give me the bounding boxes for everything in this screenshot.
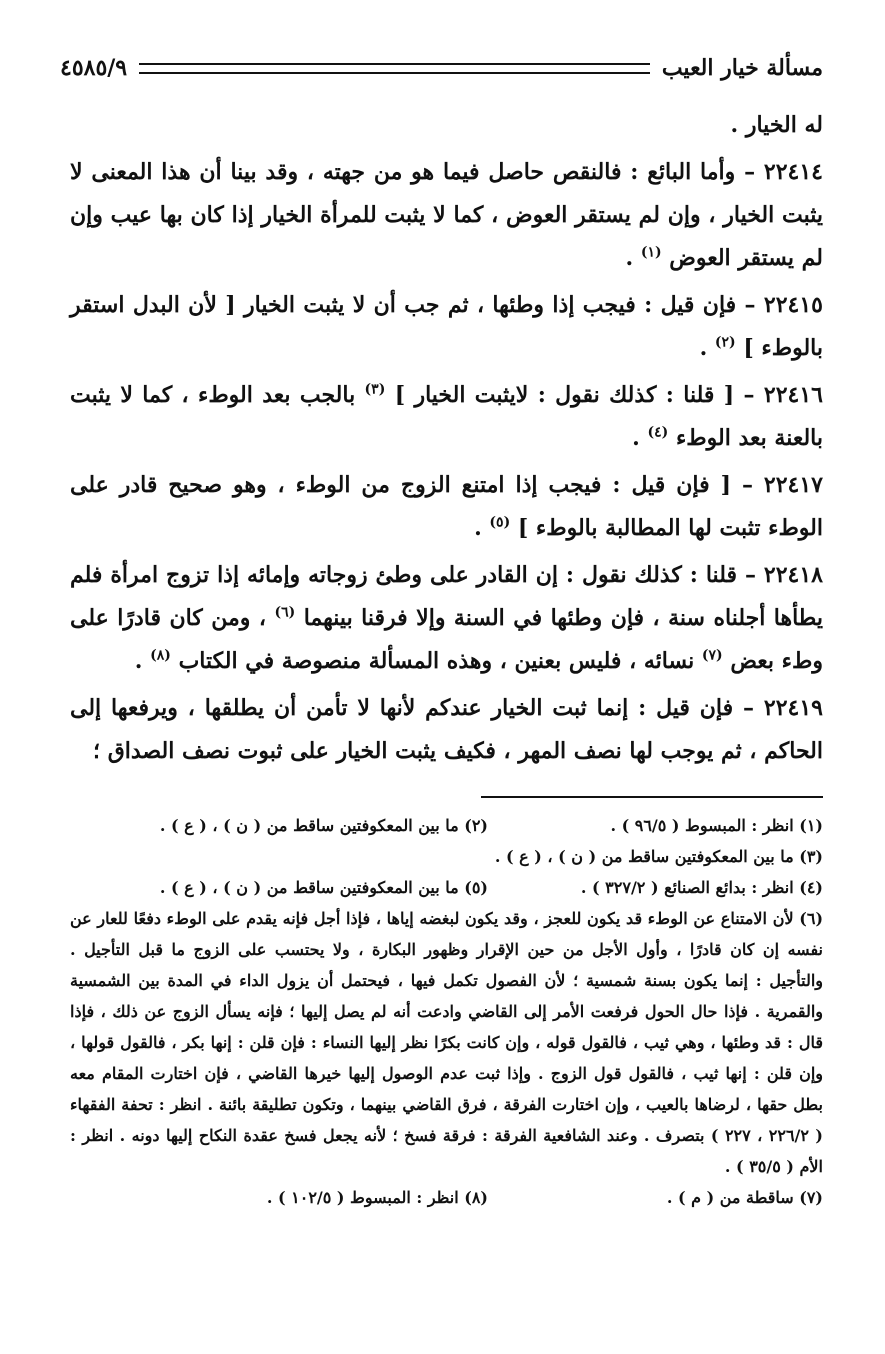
- paragraph-text: .: [632, 425, 648, 451]
- footnote-ref: (٨): [150, 647, 171, 664]
- paragraph-number: ٢٢٤١٥: [763, 292, 823, 318]
- paragraph-text: له الخيار .: [730, 112, 823, 138]
- footnote-row: [70, 872, 823, 903]
- paragraph: [70, 554, 823, 683]
- footnote: (٧) ساقطة من ( م ) .: [666, 1188, 823, 1207]
- page-number: ٤٥٨٥/٩: [60, 55, 128, 81]
- footnote-separator: [481, 796, 823, 798]
- paragraph: [70, 374, 823, 460]
- paragraph-text: – [ قلنا : كذلك نقول : لايثبت الخيار ]: [394, 382, 764, 408]
- footnote-ref: (٣): [364, 381, 386, 398]
- footnote-ref: (٤): [647, 424, 669, 441]
- running-header: [60, 48, 823, 88]
- header-rule: [139, 63, 650, 74]
- footnote: (٥) ما بين المعكوفتين ساقط من ( ن ) ، ( ع ) .: [159, 878, 488, 897]
- paragraph-text: – [ فإن قيل : فيجب إذا امتنع الزوج من الوطء ، وهو صحيح قادر على الوطء تثبت لها المطالبة بالوطء ]: [70, 472, 823, 541]
- paragraph-number: ٢٢٤١٤: [763, 159, 823, 185]
- footnote-row: [70, 1182, 823, 1213]
- paragraph: [70, 284, 823, 370]
- footnote-ref: (٥): [489, 514, 511, 531]
- footnote: (١) انظر : المبسوط ( ٩٦/٥ ) .: [610, 816, 823, 835]
- footnote: (٢) ما بين المعكوفتين ساقط من ( ن ) ، ( ع ) .: [159, 816, 488, 835]
- paragraph: [70, 104, 823, 147]
- footnote-ref: (٧): [701, 647, 723, 664]
- paragraph-text: – قلنا : كذلك نقول : إن القادر على وطئ زوجاته وإمائه إذا تزوج امرأة فلم يطأها أجلناه سنة ، فإن وطئها في السنة وإلا فرقنا بينهما: [70, 562, 823, 631]
- footnote-ref: (١): [640, 244, 662, 261]
- paragraph-text: .: [699, 335, 715, 361]
- footnotes: [70, 810, 823, 1213]
- footnote: (٦) لأن الامتناع عن الوطء قد يكون للعجز ، وقد يكون لبغضه إياها ، فإذا أجل فإنه يقدم على الوطء دفعًا للعار عن نفسه إن كان قادرًا ، وأول الأجل من حين الإقرار وظهور البكارة ، ولا يحتسب على الزوج ما قبل التأجيل . والتأجيل : إنما يكون بسنة شمسية ؛ لأن الفصول تكمل فيها ، فيحتمل أن يزول الداء في المدة بين الشمسية والقمرية . فإذا حال الحول فرفعت الأمر إلى القاضي وادعت أنه لم يصل إليها ؛ فإنه يسأل الزوج عن ذلك ، فإذا قال : قد وطئها ، وهي ثيب ، فالقول قوله ، وإن كانت بكرًا نظر إليها النساء : فإن قلن : إنها بكر ، فالقول قولها ، وإن قلن : إنها ثيب ، فالقول قول الزوج . وإذا ثبت عدم الوصول إليها خيرها القاضي ، فإن اختارت المقام معه بطل حقها ، لرضاها بالعيب ، وإن اختارت الفرقة ، فرق القاضي بينهما ، وتكون تطليقة بائنة . انظر : تحفة الفقهاء ( ٢٢٦/٢ ، ٢٢٧ ) بتصرف . وعند الشافعية الفرقة : فرقة فسخ ؛ لأنه يجعل فسخ عقدة النكاح إليها دونه . انظر : الأم ( ٣٥/٥ ) .: [70, 909, 824, 1176]
- paragraph: [70, 151, 823, 280]
- footnote-row: [70, 810, 823, 841]
- paragraph-text: – وأما البائع : فالنقص حاصل فيما هو من جهته ، وقد بينا أن هذا المعنى لا يثبت الخيار ، وإن لم يستقر العوض ، كما لا يثبت للمرأة الخيار إذا كان بها عيب وإن لم يستقر العوض: [70, 159, 823, 271]
- paragraph-text: ، ومن كان قادرًا على وطء بعض: [70, 605, 823, 674]
- footnote-ref: (٢): [714, 334, 736, 351]
- footnote: (٨) انظر : المبسوط ( ١٠٢/٥ ) .: [266, 1188, 488, 1207]
- paragraph-number: ٢٢٤١٨: [763, 562, 823, 588]
- paragraph-number: ٢٢٤١٧: [763, 472, 823, 498]
- paragraph-text: .: [134, 648, 151, 674]
- paragraph: [70, 687, 823, 773]
- footnote: (٣) ما بين المعكوفتين ساقط من ( ن ) ، ( ع ) .: [494, 847, 823, 866]
- paragraph-text: – فإن قيل : إنما ثبت الخيار عندكم لأنها لا تأمن أن يطلقها ، ويرفعها إلى الحاكم ، ثم يوجب لها نصف المهر ، فكيف يثبت الخيار على ثبوت نصف الصداق ؛: [70, 695, 823, 764]
- paragraph-number: ٢٢٤١٦: [763, 382, 823, 408]
- paragraph-number: ٢٢٤١٩: [763, 695, 823, 721]
- footnote-ref: (٦): [274, 604, 296, 621]
- paragraph-text: – فإن قيل : فيجب إذا وطئها ، ثم جب أن لا يثبت الخيار [ لأن البدل استقر بالوطء ]: [70, 292, 823, 361]
- chapter-title: مسألة خيار العيب: [661, 55, 823, 81]
- paragraph-text: .: [474, 515, 490, 541]
- paragraph-text: .: [625, 245, 641, 271]
- paragraph-text: بالجب بعد الوطء ، كما لا يثبت بالعنة بعد الوطء: [70, 382, 823, 451]
- main-text: [70, 104, 823, 777]
- paragraph-text: نسائه ، فليس بعنين ، وهذه المسألة منصوصة في الكتاب: [178, 648, 702, 674]
- paragraph: [70, 464, 823, 550]
- footnote: (٤) انظر : بدائع الصنائع ( ٣٢٧/٢ ) .: [580, 878, 823, 897]
